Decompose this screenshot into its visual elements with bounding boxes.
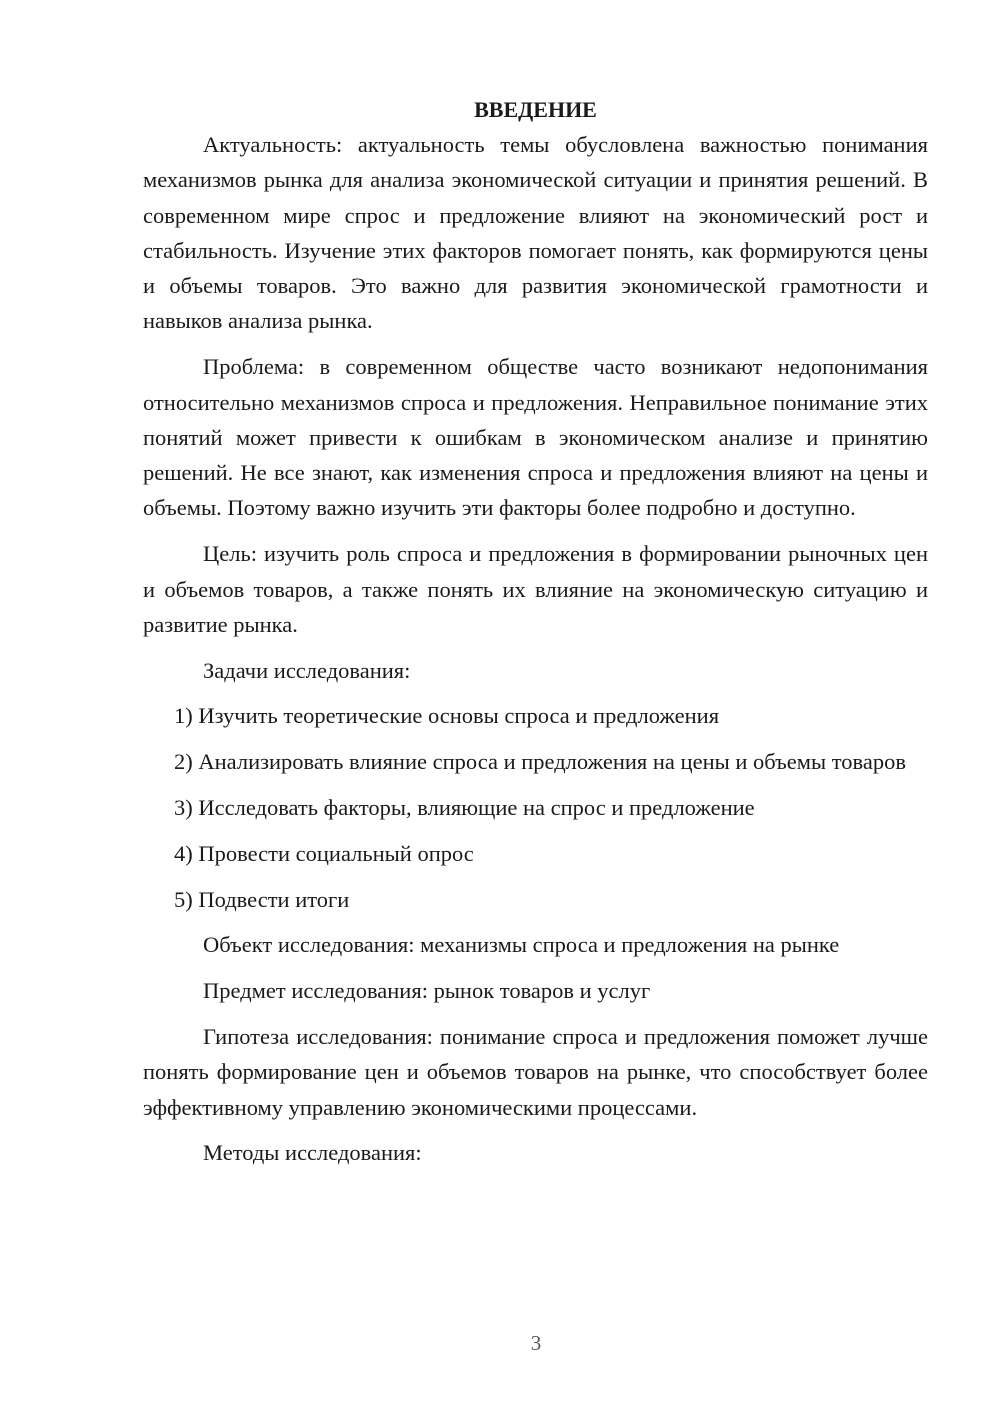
tasks-heading: Задачи исследования: <box>203 657 411 683</box>
task-item-5: 5) Подвести итоги <box>174 886 350 912</box>
hypothesis-paragraph: Гипотеза исследования: понимание спроса и предложения поможет лучше понять формирование цен и объемов товаров на рынке, что способствует более эффективному управлению экономическими процессами. <box>143 1024 928 1120</box>
task-item-3: 3) Исследовать факторы, влияющие на спрос и предложение <box>174 795 755 821</box>
subject-paragraph: Предмет исследования: рынок товаров и услуг <box>203 978 651 1004</box>
relevance-paragraph: Актуальность: актуальность темы обусловлена важностью понимания механизмов рынка для анализа экономической ситуации и принятия решений. В современном мире спрос и предложение влияют на экономический рост и стабильность. Изучение этих факторов помогает понять, как формируются цены и объемы товаров. Это важно для развития экономической грамотности и навыков анализа рынка. <box>143 132 928 334</box>
document-body <box>143 92 928 1181</box>
task-item-1: 1) Изучить теоретические основы спроса и предложения <box>174 703 720 729</box>
page-title: ВВЕДЕНИЕ <box>474 97 597 122</box>
goal-paragraph: Цель: изучить роль спроса и предложения в формировании рыночных цен и объемов товаров, а также понять их влияние на экономическую ситуацию и развитие рынка. <box>143 541 928 637</box>
task-item-2: 2) Анализировать влияние спроса и предложения на цены и объемы товаров <box>174 749 906 775</box>
methods-heading: Методы исследования: <box>203 1140 422 1166</box>
problem-paragraph: Проблема: в современном обществе часто возникают недопонимания относительно механизмов спроса и предложения. Неправильное понимание этих понятий может привести к ошибкам в экономическом анализе и принятию решений. Не все знают, как изменения спроса и предложения влияют на цены и объемы. Поэтому важно изучить эти факторы более подробно и доступно. <box>143 354 928 521</box>
task-item-4: 4) Провести социальный опрос <box>174 840 474 866</box>
object-paragraph: Объект исследования: механизмы спроса и предложения на рынке <box>203 932 840 958</box>
page-number: 3 <box>530 1331 542 1355</box>
